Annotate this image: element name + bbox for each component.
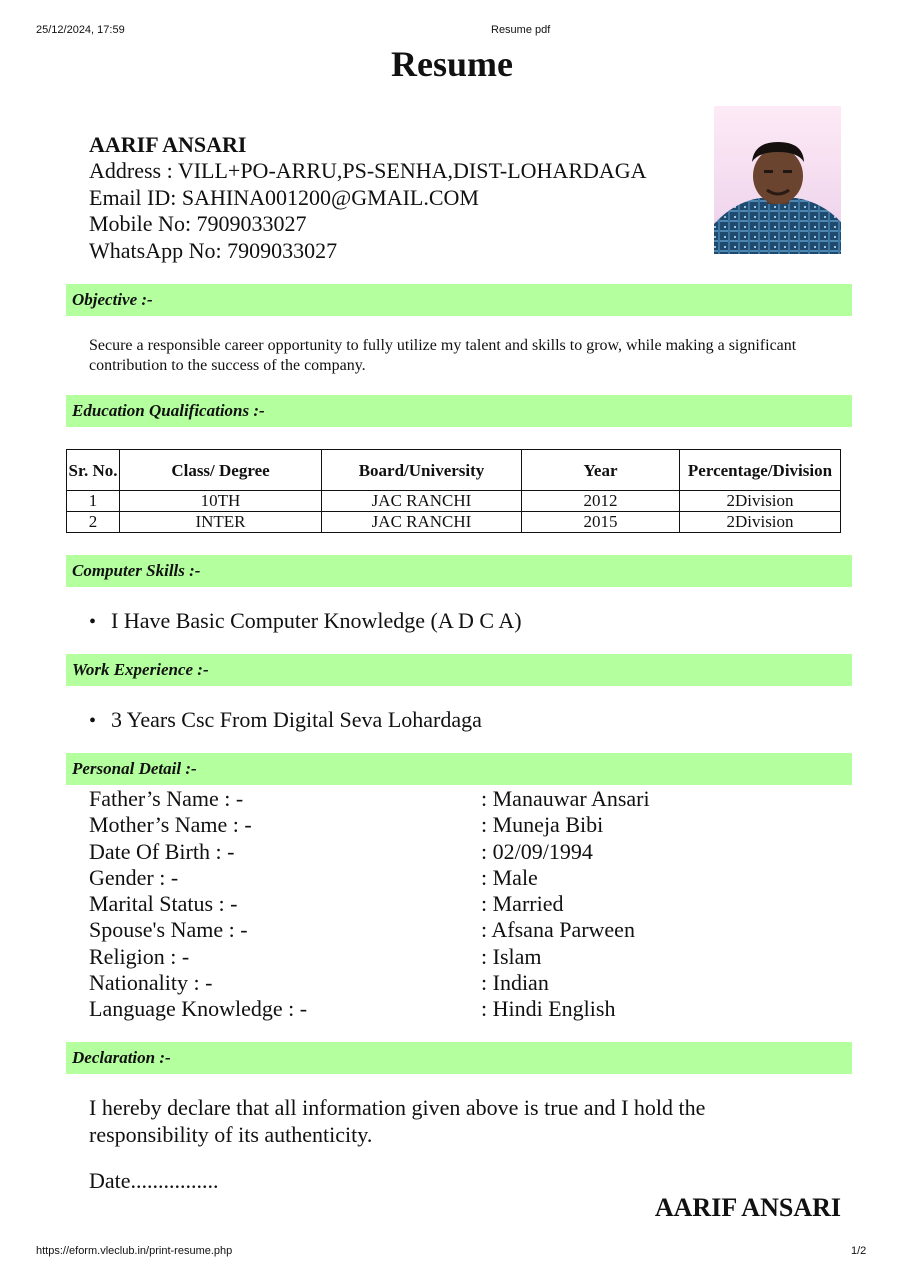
personal-row-language bbox=[89, 996, 789, 1022]
table-row bbox=[67, 491, 841, 512]
detail-label: Date Of Birth : - bbox=[89, 838, 235, 864]
section-objective-header: Objective :- bbox=[66, 284, 852, 316]
detail-value: : 02/09/1994 bbox=[481, 838, 593, 864]
section-education-header: Education Qualifications :- bbox=[66, 395, 852, 427]
table-cell: JAC RANCHI bbox=[322, 512, 522, 533]
list-item bbox=[89, 608, 522, 635]
work-experience-list bbox=[89, 707, 482, 734]
detail-label: Nationality : - bbox=[89, 970, 213, 996]
detail-value: : Islam bbox=[481, 943, 542, 969]
personal-row-father bbox=[89, 786, 789, 812]
col-header-class-degree: Class/ Degree bbox=[120, 450, 322, 491]
personal-row-religion bbox=[89, 944, 789, 970]
personal-row-spouse bbox=[89, 917, 789, 943]
candidate-photo bbox=[714, 106, 841, 254]
personal-row-nationality bbox=[89, 970, 789, 996]
signature-name: AARIF ANSARI bbox=[654, 1193, 841, 1222]
personal-details bbox=[89, 786, 789, 1023]
print-page-title: Resume pdf bbox=[491, 24, 551, 36]
col-header-sr-no: Sr. No. bbox=[67, 450, 120, 491]
candidate-mobile: Mobile No: 7909033027 bbox=[89, 211, 307, 236]
detail-value: : Indian bbox=[481, 970, 549, 996]
list-item-text: I Have Basic Computer Knowledge (A D C A) bbox=[111, 608, 522, 633]
candidate-whatsapp: WhatsApp No: 7909033027 bbox=[89, 237, 338, 263]
section-declaration-header: Declaration :- bbox=[66, 1042, 852, 1074]
detail-label: Marital Status : - bbox=[89, 891, 238, 917]
detail-label: Spouse's Name : - bbox=[89, 917, 248, 943]
portrait-image bbox=[714, 106, 841, 254]
table-cell: 2012 bbox=[522, 491, 680, 512]
detail-value: : Male bbox=[481, 864, 538, 890]
detail-label: Father’s Name : - bbox=[89, 786, 244, 811]
table-row bbox=[67, 512, 841, 533]
date-line: Date................ bbox=[89, 1168, 219, 1193]
col-header-board-university: Board/University bbox=[322, 450, 522, 491]
table-cell: 1 bbox=[67, 491, 120, 512]
personal-row-marital-status bbox=[89, 891, 789, 917]
table-cell: 10TH bbox=[120, 491, 322, 512]
candidate-address: Address : VILL+PO-ARRU,PS-SENHA,DIST-LOHARDAGA bbox=[89, 158, 647, 183]
detail-label: Gender : - bbox=[89, 864, 179, 890]
print-url: https://eform.vleclub.in/print-resume.php bbox=[36, 1245, 233, 1257]
objective-text: Secure a responsible career opportunity to fully utilize my talent and skills to grow, while making a significant contribution to the success of the company. bbox=[89, 337, 797, 374]
candidate-name: AARIF ANSARI bbox=[89, 132, 247, 157]
detail-value: : Hindi English bbox=[481, 996, 616, 1022]
section-computer-skills-header: Computer Skills :- bbox=[66, 555, 852, 587]
candidate-info bbox=[89, 132, 647, 264]
computer-skills-list bbox=[89, 608, 522, 635]
education-table bbox=[66, 449, 841, 533]
col-header-year: Year bbox=[522, 450, 680, 491]
table-cell: 2015 bbox=[522, 512, 680, 533]
table-cell: 2Division bbox=[680, 491, 841, 512]
section-personal-detail-header: Personal Detail :- bbox=[66, 753, 852, 785]
col-header-percentage-division: Percentage/Division bbox=[680, 450, 841, 491]
list-item bbox=[89, 707, 482, 734]
detail-label: Religion : - bbox=[89, 943, 190, 969]
print-datetime: 25/12/2024, 17:59 bbox=[36, 24, 125, 36]
detail-value: : Manauwar Ansari bbox=[481, 786, 650, 811]
table-cell: JAC RANCHI bbox=[322, 491, 522, 512]
table-cell: INTER bbox=[120, 512, 322, 533]
document-title: Resume bbox=[391, 44, 513, 84]
personal-row-dob bbox=[89, 839, 789, 865]
detail-label: Mother’s Name : - bbox=[89, 812, 252, 838]
detail-value: : Muneja Bibi bbox=[481, 812, 604, 838]
table-header-row bbox=[67, 450, 841, 491]
table-cell: 2Division bbox=[680, 512, 841, 533]
table-cell: 2 bbox=[67, 512, 120, 533]
section-work-experience-header: Work Experience :- bbox=[66, 654, 852, 686]
personal-row-mother bbox=[89, 812, 789, 838]
declaration-text: I hereby declare that all information given above is true and I hold the responsibility of its authenticity. bbox=[89, 1095, 706, 1147]
detail-value: : Married bbox=[481, 891, 564, 917]
detail-value: : Afsana Parween bbox=[481, 917, 635, 943]
candidate-email: Email ID: SAHINA001200@GMAIL.COM bbox=[89, 184, 479, 210]
personal-row-gender bbox=[89, 865, 789, 891]
print-page-number: 1/2 bbox=[851, 1245, 867, 1257]
list-item-text: 3 Years Csc From Digital Seva Lohardaga bbox=[111, 707, 482, 732]
detail-label: Language Knowledge : - bbox=[89, 996, 308, 1022]
